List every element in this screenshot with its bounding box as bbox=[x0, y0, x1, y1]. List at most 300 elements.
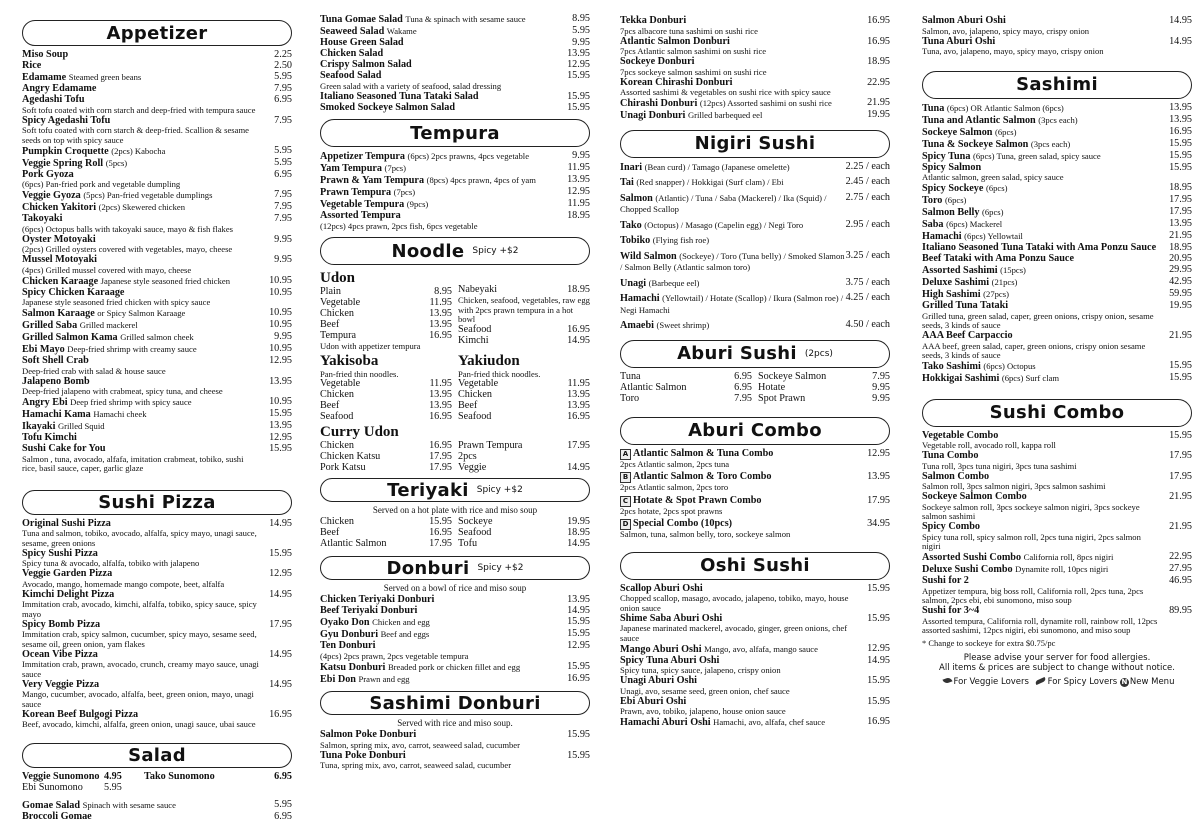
nigiri-item bbox=[620, 320, 890, 332]
menu-item-name: Salmon Karaage bbox=[22, 308, 95, 319]
menu-item-desc: Hamachi cheek bbox=[93, 409, 147, 419]
aburicombo-list bbox=[620, 449, 890, 540]
menu-item-text bbox=[620, 16, 858, 36]
menu-item-text bbox=[22, 800, 260, 812]
combo-text bbox=[620, 449, 858, 470]
menu-item-desc: Appetizer tempura, big boss roll, California roll, 2pcs tuna, 2pcs salmon, 2pcs ebi, ebi sunomono, miso soup bbox=[922, 585, 1144, 605]
menu-item-text bbox=[320, 662, 558, 674]
menu-item-desc: (6pcs) Tuna, green salad, spicy sauce bbox=[972, 150, 1101, 161]
menu-item-desc: (15pcs) bbox=[1000, 265, 1026, 275]
sashdon-sub: Served with rice and miso soup. bbox=[397, 718, 513, 728]
donburi-header bbox=[320, 556, 590, 580]
menu-item bbox=[22, 590, 292, 620]
menu-item-price: 7.95 bbox=[872, 370, 890, 382]
chili-icon bbox=[1034, 676, 1046, 684]
yakiudon-note: Pan-fried thick noodles. bbox=[458, 368, 541, 379]
nigiri-item bbox=[620, 293, 890, 316]
menu-item-name: Vegetable bbox=[320, 378, 361, 389]
combo-name: Atlantic Salmon & Toro Combo bbox=[633, 471, 772, 482]
leaf-icon bbox=[942, 676, 952, 684]
nigiri-name: Amaebi bbox=[620, 320, 654, 331]
menu-item-name: Vegetable bbox=[458, 378, 499, 389]
sashdon-title: Sashimi Donburi bbox=[369, 692, 541, 714]
menu-item bbox=[22, 61, 292, 72]
nigiri-price: 2.25 / each bbox=[845, 160, 890, 172]
menu-item-text bbox=[22, 146, 260, 158]
menu-item-desc: Avocado, mango, homemade mango compote, beet, alfalfa bbox=[22, 578, 225, 589]
menu-item-desc: Unagi, avo, sesame seed, green onion, chef sauce bbox=[620, 685, 790, 696]
menu-item-price: 13.95 bbox=[1169, 113, 1192, 125]
menu-item-text bbox=[320, 151, 558, 163]
menu-item-desc: Dynamite roll, 10pcs nigiri bbox=[1015, 564, 1109, 574]
menu-item-price: 14.95 bbox=[1169, 15, 1192, 26]
menu-item-price: 5.95 bbox=[274, 144, 292, 156]
menu-item bbox=[320, 528, 452, 539]
menu-item-desc: Prawn and egg bbox=[358, 673, 410, 684]
aburi-title: Aburi Sushi bbox=[677, 343, 797, 364]
menu-item-text bbox=[922, 331, 1160, 361]
menu-item bbox=[22, 95, 292, 115]
menu-item-price: 17.95 bbox=[1169, 470, 1192, 482]
menu-item-text bbox=[320, 751, 558, 771]
menu-item bbox=[320, 641, 590, 661]
menu-item-name: Salmon Poke Donburi bbox=[320, 729, 417, 740]
menu-item bbox=[22, 190, 292, 202]
menu-item-price: 16.95 bbox=[567, 411, 590, 422]
menu-item-text bbox=[922, 301, 1160, 331]
menu-item-text bbox=[22, 72, 260, 84]
menu-item-text bbox=[320, 14, 558, 26]
menu-item-name: Broccoli Gomae bbox=[22, 810, 92, 822]
menu-item-name: Spicy Sockeye bbox=[922, 183, 984, 194]
menu-item-name: Vegetable bbox=[320, 297, 361, 308]
menu-item-price: 59.95 bbox=[1169, 288, 1192, 299]
menu-item bbox=[22, 549, 292, 569]
menu-item-text bbox=[320, 187, 558, 199]
menu-item bbox=[620, 37, 890, 57]
menu-item-name: Tempura bbox=[320, 330, 357, 341]
nigiri-desc: (Octopus) / Masago (Capelin egg) / Negi Toro bbox=[644, 219, 804, 230]
menu-item-text bbox=[22, 116, 260, 146]
menu-item-name: Angry Ebi bbox=[22, 397, 68, 408]
menu-item-desc: (2pcs) Grilled oysters covered with vegetables, mayo, cheese bbox=[22, 244, 233, 254]
menu-item-price: 2.50 bbox=[274, 60, 292, 71]
menu-item-desc: Japanese style seasoned fried chicken with spicy sauce bbox=[22, 297, 211, 307]
menu-item-text bbox=[22, 202, 260, 214]
menu-item-text bbox=[320, 175, 558, 187]
menu-item-desc: or Spicy Salmon Karaage bbox=[97, 308, 186, 318]
menu-item bbox=[620, 697, 890, 717]
nigiri-name: Hamachi bbox=[620, 293, 660, 304]
menu-item bbox=[320, 401, 452, 412]
menu-item-text bbox=[922, 219, 1160, 231]
nigiri-desc: (Yellowtail) / Hotate (Scallop) / Ikura (Salmon roe) / Negi Hamachi bbox=[620, 293, 844, 315]
menu-item-name: Pork Katsu bbox=[320, 462, 366, 473]
menu-item bbox=[458, 452, 590, 463]
menu-item-text bbox=[320, 60, 558, 71]
menu-item-desc: Grilled salmon cheek bbox=[120, 332, 194, 342]
nigiri-price: 4.50 / each bbox=[845, 319, 890, 330]
menu-item-desc: (6pcs) bbox=[944, 195, 967, 205]
aburi-right bbox=[758, 372, 890, 405]
udon-note: Udon with appetizer tempura bbox=[320, 341, 421, 351]
menu-item-name: Sockeye bbox=[458, 516, 493, 527]
menu-item-price: 15.95 bbox=[867, 695, 890, 707]
menu-item-price: 5.95 bbox=[274, 156, 292, 168]
nigiri-desc: (Barbeque eel) bbox=[648, 277, 700, 288]
menu-item-price: 13.95 bbox=[1169, 218, 1192, 229]
menu-item-text bbox=[22, 421, 260, 433]
menu-item-text bbox=[22, 235, 260, 255]
nigiri-text bbox=[620, 177, 846, 189]
menu-item-name: Unagi Donburi bbox=[620, 110, 686, 121]
nigiri-text bbox=[620, 320, 846, 332]
legend-new: New Menu bbox=[1129, 676, 1175, 687]
menu-item bbox=[922, 522, 1192, 552]
menu-item bbox=[458, 441, 590, 452]
legend-veg: For Veggie Lovers bbox=[953, 676, 1029, 687]
menu-item bbox=[922, 492, 1192, 522]
menu-item-price: 13.95 bbox=[567, 389, 590, 400]
menu-item-name: Edamame bbox=[22, 72, 67, 83]
menu-item-price: 15.95 bbox=[567, 101, 590, 113]
menu-item bbox=[922, 576, 1192, 606]
menu-item-text bbox=[922, 163, 1160, 183]
menu-item-text bbox=[620, 644, 858, 656]
menu-item-price: 20.95 bbox=[1169, 253, 1192, 264]
menu-item-desc: (8pcs) 4pcs prawn, 4pcs of yam bbox=[426, 175, 536, 185]
menu-item bbox=[922, 331, 1192, 361]
menu-item-desc: (6pcs) bbox=[985, 183, 1008, 193]
menu-item-text bbox=[620, 110, 858, 122]
menu-item-desc: (6pcs) OR Atlantic Salmon (6pcs) bbox=[946, 102, 1064, 113]
menu-item-name: Tofu Kimchi bbox=[22, 432, 77, 443]
menu-item-price: 7.95 bbox=[734, 392, 752, 404]
menu-item-desc: Spinach with sesame sauce bbox=[82, 799, 176, 810]
menu-item-price: 89.95 bbox=[1169, 605, 1192, 616]
menu-item bbox=[320, 187, 590, 199]
menu-item-desc: Sockeye salmon roll, 3pcs sockeye salmon nigiri, 3pcs sockeye salmon sashimi bbox=[922, 501, 1140, 521]
menu-item-desc: (6pcs) 2pcs prawns, 4pcs vegetable bbox=[407, 151, 530, 161]
menu-item-text bbox=[922, 277, 1160, 289]
menu-item-price: 18.95 bbox=[1169, 182, 1192, 193]
menu-item-text bbox=[22, 308, 260, 320]
nigiri-name: Inari bbox=[620, 161, 643, 173]
menu-item-name: Sushi Cake for You bbox=[22, 443, 106, 454]
menu-item-price: 2.25 bbox=[274, 49, 292, 60]
menu-item-name: Hotate bbox=[758, 381, 786, 393]
menu-item-name: Spicy Tuna Aburi Oshi bbox=[620, 654, 720, 666]
menu-item-name: Pork Gyoza bbox=[22, 168, 74, 180]
menu-item-name: Soft Shell Crab bbox=[22, 355, 89, 366]
menu-item-desc: (2pcs) Kabocha bbox=[111, 145, 166, 156]
menu-item-text bbox=[22, 158, 260, 170]
menu-item-name: Spicy Tuna bbox=[922, 150, 971, 162]
teriyaki-header bbox=[320, 478, 590, 502]
menu-item-name: Mussel Motoyaki bbox=[22, 254, 97, 265]
menu-item-price: 15.95 bbox=[1169, 429, 1192, 441]
combo-item bbox=[620, 449, 890, 470]
menu-item-name: Spicy Sushi Pizza bbox=[22, 547, 98, 559]
menu-item-text bbox=[22, 255, 260, 275]
menu-item-price: 9.95 bbox=[274, 233, 292, 245]
menu-item-price: 18.95 bbox=[567, 527, 590, 538]
menu-item bbox=[22, 170, 292, 190]
menu-item-name: Sockeye Salmon bbox=[922, 126, 993, 138]
menu-item bbox=[758, 372, 890, 383]
menu-item-text bbox=[922, 522, 1160, 552]
menu-item-price: 7.95 bbox=[274, 213, 292, 224]
menu-item-price: 15.95 bbox=[567, 660, 590, 672]
aburi-block bbox=[620, 372, 890, 405]
menu-item-text bbox=[922, 552, 1160, 564]
menu-item bbox=[22, 84, 292, 95]
menu-item-text bbox=[22, 288, 260, 308]
menu-item-desc: Wakame bbox=[386, 26, 417, 36]
combo-text bbox=[620, 496, 858, 517]
menu-item bbox=[922, 277, 1192, 289]
footer bbox=[922, 653, 1192, 687]
menu-item-name: Veggie Sunomono bbox=[22, 770, 100, 782]
menu-item-price: 11.95 bbox=[429, 297, 452, 308]
menu-item-price: 11.95 bbox=[567, 162, 590, 173]
menu-item-text bbox=[22, 190, 260, 202]
menu-item-price: 17.95 bbox=[1169, 206, 1192, 217]
menu-item bbox=[320, 287, 452, 298]
menu-item-name: Tuna Aburi Oshi bbox=[922, 35, 996, 47]
donb3-list bbox=[620, 16, 890, 122]
menu-item-desc: 7pcs sockeye salmon sashimi on sushi rice bbox=[620, 66, 767, 77]
column-2 bbox=[320, 0, 590, 771]
nigiri-price: 2.95 / each bbox=[845, 218, 890, 230]
menu-item bbox=[22, 235, 292, 255]
menu-item-name: Tekka Donburi bbox=[620, 15, 687, 26]
appetizer-header bbox=[22, 20, 292, 46]
menu-item-name: Hokkigai Sashimi bbox=[922, 373, 1000, 384]
menu-item-name: Atlantic Salmon bbox=[320, 538, 387, 549]
menu-item-price: 9.95 bbox=[572, 150, 590, 161]
menu-item bbox=[458, 528, 590, 539]
menu-item-price: 9.95 bbox=[872, 392, 890, 404]
menu-item-price: 22.95 bbox=[1169, 551, 1192, 562]
noodle-block bbox=[320, 269, 590, 474]
menu-item-desc: (4pcs) Grilled mussel covered with mayo, cheese bbox=[22, 264, 192, 275]
menu-item-desc: Chopped scallop, masago, avocado, jalapeno, tobiko, mayo, house onion sauce bbox=[620, 593, 849, 613]
menu-item-name: Ebi Aburi Oshi bbox=[620, 695, 687, 707]
menu-item-name: Chirashi Donburi bbox=[620, 98, 698, 109]
menu-item-name: Pumpkin Croquette bbox=[22, 145, 109, 157]
menu-item-name: Assorted Sushi Combo bbox=[922, 552, 1022, 563]
salad-header bbox=[22, 743, 292, 768]
menu-item-text bbox=[22, 344, 260, 356]
curry-block bbox=[320, 441, 590, 474]
menu-item-desc: AAA beef, green salad, caper, green onions, crispy onion sesame seeds, 3 kinds of sauce bbox=[922, 340, 1146, 360]
menu-item-name: Ebi Sunomono bbox=[22, 781, 83, 793]
salad-title: Salad bbox=[128, 744, 186, 766]
column-4 bbox=[922, 0, 1192, 687]
legend bbox=[922, 677, 1192, 687]
menu-item bbox=[320, 539, 452, 550]
menu-item bbox=[458, 336, 590, 347]
menu-item-text bbox=[620, 717, 858, 729]
menu-item-text bbox=[22, 170, 260, 190]
menu-item-price: 6.95 bbox=[734, 381, 752, 393]
menu-item-text bbox=[620, 584, 858, 614]
menu-item-price: 15.95 bbox=[1169, 137, 1192, 149]
menu-item bbox=[320, 595, 590, 606]
menu-item-price: 12.95 bbox=[269, 355, 292, 366]
menu-item-text bbox=[22, 650, 260, 680]
menu-item-text bbox=[922, 576, 1160, 606]
menu-item-price: 14.95 bbox=[867, 654, 890, 666]
combo-name: Atlantic Salmon & Tuna Combo bbox=[633, 447, 774, 459]
menu-item-desc: Tuna & spinach with sesame sauce bbox=[405, 14, 526, 24]
menu-item-text bbox=[922, 151, 1160, 163]
yakiudon-title: Yakiudon bbox=[458, 352, 520, 369]
menu-item bbox=[922, 231, 1192, 243]
menu-item-name: Veggie bbox=[458, 462, 487, 473]
menu-item-name: Italiano Seasoned Tuna Tataki Salad bbox=[320, 90, 479, 102]
menu-item bbox=[458, 285, 590, 296]
allergy-note: Please advise your server for food allergies. bbox=[963, 652, 1151, 663]
menu-item bbox=[922, 139, 1192, 151]
price-note: All items & prices are subject to change without notice. bbox=[939, 662, 1175, 673]
menu-item bbox=[922, 552, 1192, 564]
menu-item-price: 8.95 bbox=[572, 13, 590, 24]
menu-item bbox=[320, 298, 452, 309]
donburi-note: Spicy +$2 bbox=[477, 563, 524, 573]
menu-item-price: 16.95 bbox=[567, 323, 590, 335]
nigiri-text bbox=[620, 235, 858, 247]
menu-item-price: 17.95 bbox=[1169, 450, 1192, 461]
menu-item-text bbox=[922, 431, 1160, 451]
menu-item-name: Italiano Seasoned Tuna Tataki with Ama Ponzu Sauce bbox=[922, 242, 1157, 253]
nigiri-item bbox=[620, 177, 890, 189]
menu-item-price: 15.95 bbox=[567, 729, 590, 740]
menu-item bbox=[22, 288, 292, 308]
nigiri-price: 2.45 / each bbox=[845, 176, 890, 187]
menu-item-price: 21.95 bbox=[867, 97, 890, 108]
menu-item-price: 17.95 bbox=[429, 462, 452, 473]
menu-item-price: 15.95 bbox=[269, 408, 292, 419]
menu-item-name: Salmon Belly bbox=[922, 207, 980, 218]
menu-item-desc: Tuna, avo, jalapeno, mayo, spicy mayo, crispy onion bbox=[922, 46, 1104, 56]
menu-item-price: 14.95 bbox=[567, 334, 590, 346]
menu-item-price: 15.95 bbox=[269, 443, 292, 454]
menu-item bbox=[22, 444, 292, 474]
sashdon-header bbox=[320, 691, 590, 715]
menu-item-name: Chicken Salad bbox=[320, 48, 384, 59]
menu-item bbox=[922, 127, 1192, 139]
menu-item-price: 15.95 bbox=[867, 612, 890, 624]
menu-item-text bbox=[922, 564, 1160, 576]
menu-item-name: Kimchi Delight Pizza bbox=[22, 588, 115, 600]
aburi-left bbox=[620, 372, 752, 405]
menu-item-price: 21.95 bbox=[1169, 521, 1192, 532]
menu-item-text bbox=[922, 451, 1160, 471]
sashdon-list bbox=[320, 730, 590, 771]
menu-item-price: 22.95 bbox=[867, 76, 890, 88]
menu-item-text bbox=[620, 78, 858, 98]
menu-item-price: 7.95 bbox=[274, 201, 292, 212]
menu-item-text bbox=[922, 207, 1160, 219]
menu-item-name: Katsu Donburi bbox=[320, 661, 386, 673]
menu-item-text bbox=[22, 549, 260, 569]
menu-item bbox=[320, 452, 452, 463]
menu-item-desc: Immitation crab, prawn, avocado, crunch, creamy mayo sauce, unagi sauce bbox=[22, 659, 259, 679]
menu-item-text bbox=[320, 606, 558, 617]
menu-item-name: Yam Tempura bbox=[320, 163, 382, 174]
menu-item-price: 15.95 bbox=[567, 90, 590, 102]
menu-item-desc: Tuna, spring mix, avo, carrot, seaweed salad, cucumber bbox=[320, 760, 512, 770]
menu-item bbox=[320, 320, 452, 331]
menu-item-price: 15.95 bbox=[1169, 372, 1192, 383]
menu-item bbox=[458, 390, 590, 401]
donburi-sub: Served on a bowl of rice and miso soup bbox=[383, 583, 527, 593]
menu-item-desc: (27pcs) bbox=[983, 289, 1009, 299]
oshi-list bbox=[620, 584, 890, 729]
oshi4-list bbox=[922, 16, 1192, 57]
menu-item-name: Ocean Vibe Pizza bbox=[22, 648, 98, 660]
menu-item-price: 19.95 bbox=[567, 516, 590, 527]
nigiri-item bbox=[620, 251, 890, 274]
menu-item-desc: (3pcs each) bbox=[1030, 138, 1071, 149]
menu-item bbox=[22, 710, 292, 730]
menu-item bbox=[458, 325, 590, 336]
menu-item-name: Hamachi bbox=[922, 231, 962, 242]
menu-item-text bbox=[22, 84, 260, 95]
pizza-title: Sushi Pizza bbox=[98, 491, 216, 513]
menu-item bbox=[922, 103, 1192, 115]
menu-item-text bbox=[320, 617, 558, 629]
menu-item-price: 14.95 bbox=[269, 678, 292, 690]
legend-spicy: For Spicy Lovers bbox=[1047, 676, 1118, 687]
menu-item-desc: 7pcs Atlantic salmon sashimi on sushi rice bbox=[620, 46, 767, 56]
menu-item bbox=[320, 163, 590, 175]
menu-item-desc: Green salad with a variety of seafood, salad dressing bbox=[320, 80, 502, 91]
menu-item-price: 15.95 bbox=[867, 675, 890, 686]
menu-item-name: Ebi Don bbox=[320, 673, 356, 685]
menu-item-price: 12.95 bbox=[567, 59, 590, 70]
menu-item-desc: Hamachi, avo, alfafa, chef sauce bbox=[713, 717, 826, 727]
menu-item-text bbox=[22, 276, 260, 288]
menu-item-price: 13.95 bbox=[429, 319, 452, 330]
menu-item-desc: (12pcs) Assorted sashimi on sushi rice bbox=[699, 98, 832, 108]
menu-item bbox=[320, 751, 590, 771]
menu-item-text bbox=[922, 373, 1160, 385]
menu-item-text bbox=[22, 710, 260, 730]
menu-item-desc: Mango, cucumber, avocado, alfalfa, beet, green onion, mayo, unagi sauce bbox=[22, 689, 254, 709]
yakisoba-title: Yakisoba bbox=[320, 352, 379, 369]
menu-item-price: 16.95 bbox=[867, 15, 890, 26]
nigiri-item bbox=[620, 278, 890, 290]
salad-row-b bbox=[22, 783, 292, 794]
menu-item-name: Prawn Tempura bbox=[320, 187, 392, 198]
menu-item-name: AAA Beef Carpaccio bbox=[922, 330, 1013, 341]
nigiri-price: 3.75 / each bbox=[845, 276, 890, 288]
menu-item-name: Beef bbox=[320, 319, 340, 330]
menu-item-name: Chicken bbox=[320, 440, 354, 451]
nigiri-title: Nigiri Sushi bbox=[694, 133, 816, 154]
menu-item-name: Chicken Yakitori bbox=[22, 202, 97, 213]
menu-item-price: 15.95 bbox=[567, 616, 590, 627]
combo-name: Special Combo (10pcs) bbox=[633, 518, 733, 529]
menu-item-text bbox=[22, 444, 260, 474]
menu-item-price: 5.95 bbox=[572, 25, 590, 36]
menu-item-name: Saba bbox=[922, 219, 944, 230]
menu-item-price: 13.95 bbox=[567, 174, 590, 185]
menu-item-desc: Beef and eggs bbox=[380, 629, 430, 639]
